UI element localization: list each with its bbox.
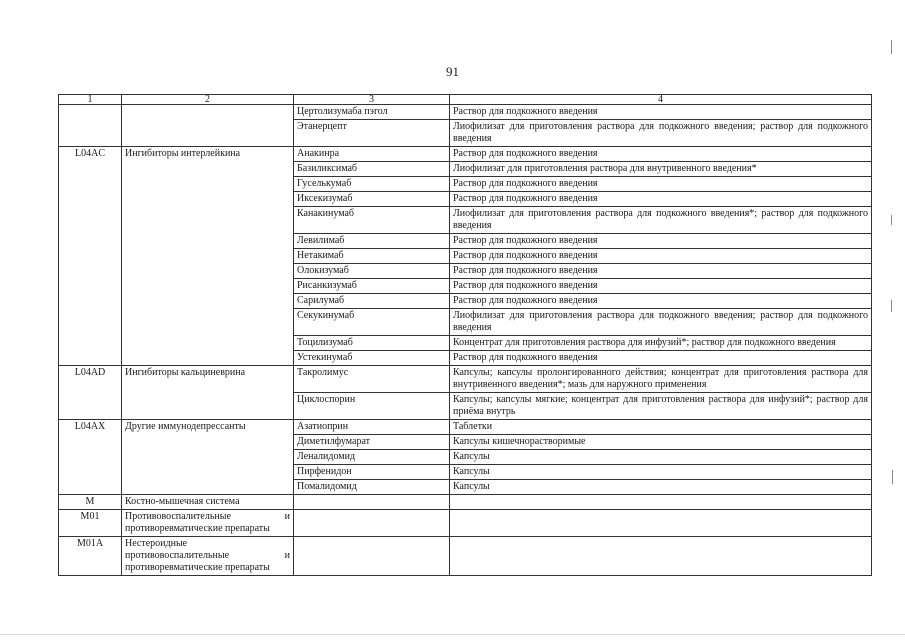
dosage-form-cell: Капсулы; капсулы мягкие; концентрат для приготовления раствора для инфузий*; раствор для приёма внутрь [450,393,872,420]
column-header-2: 2 [122,95,294,105]
group-cell [122,105,294,147]
drug-name-cell: Иксекизумаб [294,192,450,207]
group-cell: Ингибиторы кальциневрина [122,366,294,420]
drug-name-cell: Устекинумаб [294,351,450,366]
drug-name-cell: Базиликсимаб [294,162,450,177]
dosage-form-cell [450,495,872,510]
table-header-row [59,95,872,105]
page-number: 91 [446,64,459,79]
drug-name-cell: Пирфенидон [294,465,450,480]
atc-code-cell: L04AC [59,147,122,366]
drug-name-cell [294,537,450,576]
dosage-form-cell: Раствор для подкожного введения [450,105,872,120]
table-row [59,537,872,576]
dosage-form-cell: Раствор для подкожного введения [450,279,872,294]
drug-name-cell [294,510,450,537]
scan-mark [892,470,893,484]
atc-code-cell: L04AD [59,366,122,420]
drug-name-cell: Леналидомид [294,450,450,465]
drug-name-cell: Анакинра [294,147,450,162]
dosage-form-cell: Раствор для подкожного введения [450,351,872,366]
drug-name-cell: Рисанкизумаб [294,279,450,294]
table-row [59,147,872,162]
table-row [59,420,872,435]
drug-name-cell: Циклоспорин [294,393,450,420]
table-row [59,510,872,537]
table-row [59,105,872,120]
drug-name-cell: Канакинумаб [294,207,450,234]
column-header-3: 3 [294,95,450,105]
atc-code-cell [59,105,122,147]
drug-name-cell [294,495,450,510]
drug-name-cell: Цертолизумаба пэгол [294,105,450,120]
drug-name-cell: Нетакимаб [294,249,450,264]
table-row [59,495,872,510]
group-cell: Костно-мышечная система [122,495,294,510]
scan-mark [891,40,892,54]
scan-mark [891,300,892,312]
group-cell: Противовоспалительные и противоревматические препараты [122,510,294,537]
dosage-form-cell: Капсулы [450,450,872,465]
dosage-form-cell: Раствор для подкожного введения [450,234,872,249]
table-row [59,366,872,393]
dosage-form-cell: Капсулы кишечнорастворимые [450,435,872,450]
drug-name-cell: Секукинумаб [294,309,450,336]
dosage-form-cell: Концентрат для приготовления раствора для инфузий*; раствор для подкожного введения [450,336,872,351]
drug-name-cell: Этанерцепт [294,120,450,147]
atc-code-cell: L04AX [59,420,122,495]
atc-code-cell: M01A [59,537,122,576]
dosage-form-cell: Капсулы [450,480,872,495]
dosage-form-cell: Раствор для подкожного введения [450,192,872,207]
dosage-form-cell: Раствор для подкожного введения [450,177,872,192]
drug-name-cell: Такролимус [294,366,450,393]
drug-name-cell: Азатиоприн [294,420,450,435]
medicines-table [58,94,872,576]
scan-mark [0,634,905,635]
atc-code-cell: M01 [59,510,122,537]
drug-name-cell: Гуселькумаб [294,177,450,192]
dosage-form-cell: Раствор для подкожного введения [450,264,872,279]
dosage-form-cell: Лиофилизат для приготовления раствора для подкожного введения; раствор для подкожного введения [450,120,872,147]
column-header-4: 4 [450,95,872,105]
drug-name-cell: Диметилфумарат [294,435,450,450]
drug-name-cell: Олокизумаб [294,264,450,279]
dosage-form-cell [450,537,872,576]
dosage-form-cell: Таблетки [450,420,872,435]
dosage-form-cell: Раствор для подкожного введения [450,249,872,264]
drug-name-cell: Левилимаб [294,234,450,249]
dosage-form-cell: Лиофилизат для приготовления раствора для подкожного введения; раствор для подкожного введения [450,309,872,336]
column-header-1: 1 [59,95,122,105]
atc-code-cell: M [59,495,122,510]
scan-mark [891,215,892,225]
group-cell: Ингибиторы интерлейкина [122,147,294,366]
dosage-form-cell: Капсулы; капсулы пролонгированного действия; концентрат для приготовления раствора для внутривенного введения*; мазь для наружного применения [450,366,872,393]
dosage-form-cell: Лиофилизат для приготовления раствора для подкожного введения*; раствор для подкожного введения [450,207,872,234]
drug-name-cell: Тоцилизумаб [294,336,450,351]
drug-name-cell: Сарилумаб [294,294,450,309]
dosage-form-cell: Лиофилизат для приготовления раствора для внутривенного введения* [450,162,872,177]
group-cell: Нестероидные противовоспалительные и противоревматические препараты [122,537,294,576]
drug-name-cell: Помалидомид [294,480,450,495]
dosage-form-cell: Раствор для подкожного введения [450,147,872,162]
dosage-form-cell: Капсулы [450,465,872,480]
dosage-form-cell: Раствор для подкожного введения [450,294,872,309]
group-cell: Другие иммунодепрессанты [122,420,294,495]
dosage-form-cell [450,510,872,537]
